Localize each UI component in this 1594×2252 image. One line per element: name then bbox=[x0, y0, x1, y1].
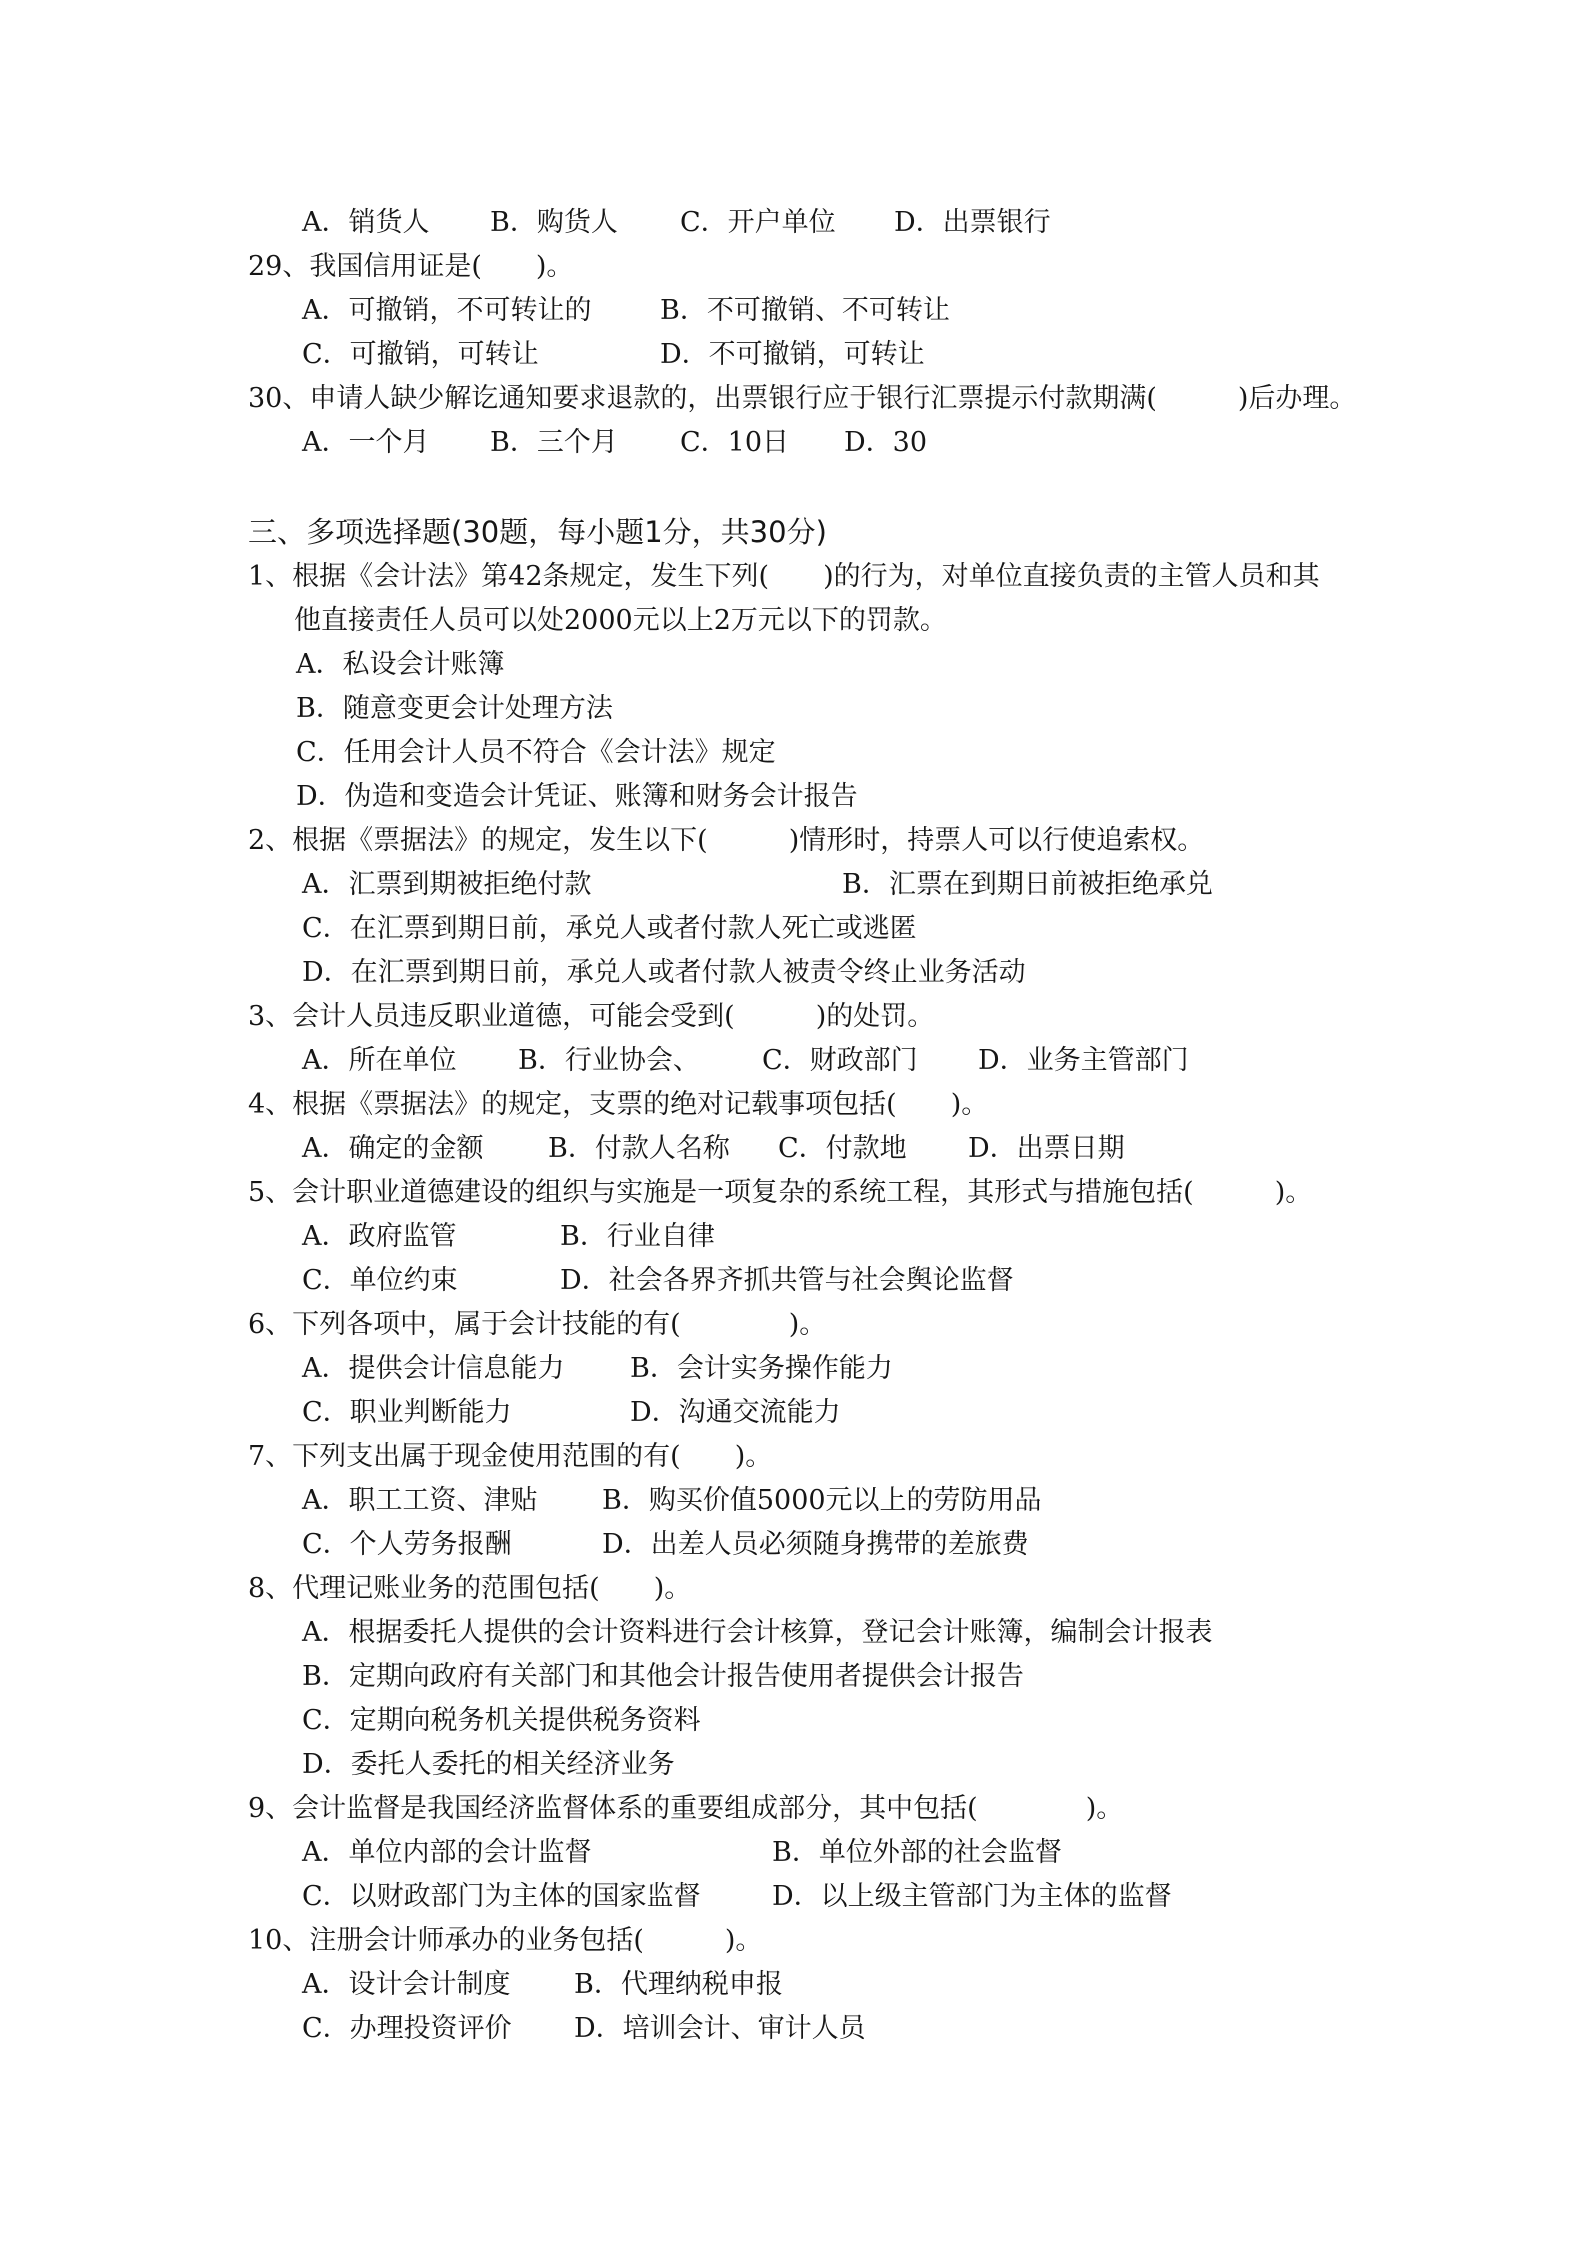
option-c: C．开户单位 bbox=[680, 207, 836, 238]
option-d: D．出差人员必须随身携带的差旅费 bbox=[602, 1529, 1029, 1560]
question-stem: 7、下列支出属于现金使用范围的有( )。 bbox=[248, 1441, 773, 1472]
question-stem: 8、代理记账业务的范围包括( )。 bbox=[248, 1573, 692, 1604]
option-c: C．付款地 bbox=[778, 1133, 907, 1164]
question-stem: 6、下列各项中，属于会计技能的有( )。 bbox=[248, 1309, 827, 1340]
option-c: C．职业判断能力 bbox=[302, 1397, 512, 1428]
question-stem: 10、注册会计师承办的业务包括( )。 bbox=[248, 1925, 763, 1956]
question-stem: 1、根据《会计法》第42条规定，发生下列( )的行为，对单位直接负责的主管人员和其 bbox=[248, 561, 1320, 592]
option-c: C．办理投资评价 bbox=[302, 2013, 512, 2044]
option-c: C．在汇票到期日前，承兑人或者付款人死亡或逃匿 bbox=[302, 913, 917, 944]
question-stem: 3、会计人员违反职业道德，可能会受到( )的处罚。 bbox=[248, 1001, 935, 1032]
option-a: A．销货人 bbox=[302, 207, 430, 238]
question-stem: 9、会计监督是我国经济监督体系的重要组成部分，其中包括( )。 bbox=[248, 1793, 1124, 1824]
question-stem: 2、根据《票据法》的规定，发生以下( )情形时，持票人可以行使追索权。 bbox=[248, 825, 1205, 856]
section-heading: 三、多项选择题(30题，每小题1分，共30分) bbox=[248, 515, 827, 549]
option-d: D．出票银行 bbox=[894, 207, 1051, 238]
option-b: B．购货人 bbox=[490, 207, 618, 238]
option-a: A．确定的金额 bbox=[302, 1133, 484, 1164]
option-b: B．购买价值5000元以上的劳防用品 bbox=[602, 1485, 1042, 1516]
option-a: A．所在单位 bbox=[302, 1045, 457, 1076]
option-d: D．30 bbox=[844, 427, 928, 458]
option-c: C．可撤销，可转让 bbox=[302, 339, 539, 370]
option-c: C．以财政部门为主体的国家监督 bbox=[302, 1881, 701, 1912]
option-a: A．私设会计账簿 bbox=[296, 649, 505, 680]
option-b: B．代理纳税申报 bbox=[574, 1969, 783, 2000]
option-b: B．不可撤销、不可转让 bbox=[660, 295, 950, 326]
option-a: A．提供会计信息能力 bbox=[302, 1353, 565, 1384]
option-a: A．可撤销，不可转让的 bbox=[302, 295, 592, 326]
option-b: B．会计实务操作能力 bbox=[630, 1353, 893, 1384]
option-b: B．行业自律 bbox=[560, 1221, 715, 1252]
option-a: A．一个月 bbox=[302, 427, 430, 458]
option-d: D．业务主管部门 bbox=[978, 1045, 1189, 1076]
option-b: B．单位外部的社会监督 bbox=[772, 1837, 1062, 1868]
option-c: C．单位约束 bbox=[302, 1265, 458, 1296]
option-d: D．社会各界齐抓共管与社会舆论监督 bbox=[560, 1265, 1014, 1296]
question-stem: 29、我国信用证是( )。 bbox=[248, 251, 574, 282]
question-stem: 30、申请人缺少解讫通知要求退款的，出票银行应于银行汇票提示付款期满( )后办理。 bbox=[248, 383, 1357, 414]
option-d: D．不可撤销，可转让 bbox=[660, 339, 925, 370]
option-b: B．付款人名称 bbox=[548, 1133, 730, 1164]
question-stem: 4、根据《票据法》的规定，支票的绝对记载事项包括( )。 bbox=[248, 1089, 989, 1120]
option-b: B．汇票在到期日前被拒绝承兑 bbox=[842, 869, 1213, 900]
option-a: A．根据委托人提供的会计资料进行会计核算，登记会计账簿，编制会计报表 bbox=[302, 1617, 1213, 1648]
option-d: D．出票日期 bbox=[968, 1133, 1125, 1164]
option-c: C．定期向税务机关提供税务资料 bbox=[302, 1705, 701, 1736]
option-d: D．以上级主管部门为主体的监督 bbox=[772, 1881, 1172, 1912]
option-d: D．伪造和变造会计凭证、账簿和财务会计报告 bbox=[296, 781, 858, 812]
option-c: C．财政部门 bbox=[762, 1045, 918, 1076]
question-stem: 5、会计职业道德建设的组织与实施是一项复杂的系统工程，其形式与措施包括( )。 bbox=[248, 1177, 1313, 1208]
option-d: D．培训会计、审计人员 bbox=[574, 2013, 866, 2044]
option-b: B．三个月 bbox=[490, 427, 618, 458]
option-c: C．任用会计人员不符合《会计法》规定 bbox=[296, 737, 776, 768]
option-b: B．随意变更会计处理方法 bbox=[296, 693, 613, 724]
option-a: A．单位内部的会计监督 bbox=[302, 1837, 592, 1868]
option-b: B．定期向政府有关部门和其他会计报告使用者提供会计报告 bbox=[302, 1661, 1024, 1692]
option-a: A．政府监管 bbox=[302, 1221, 457, 1252]
question-stem-continued: 他直接责任人员可以处2000元以上2万元以下的罚款。 bbox=[294, 605, 947, 636]
option-c: C．个人劳务报酬 bbox=[302, 1529, 512, 1560]
option-a: A．职工工资、津贴 bbox=[302, 1485, 538, 1516]
option-c: C．10日 bbox=[680, 427, 790, 458]
option-a: A．汇票到期被拒绝付款 bbox=[302, 869, 592, 900]
option-a: A．设计会计制度 bbox=[302, 1969, 511, 2000]
option-d: D．在汇票到期日前，承兑人或者付款人被责令终止业务活动 bbox=[302, 957, 1026, 988]
option-b: B．行业协会、 bbox=[518, 1045, 700, 1076]
option-d: D．沟通交流能力 bbox=[630, 1397, 841, 1428]
option-d: D．委托人委托的相关经济业务 bbox=[302, 1749, 675, 1780]
